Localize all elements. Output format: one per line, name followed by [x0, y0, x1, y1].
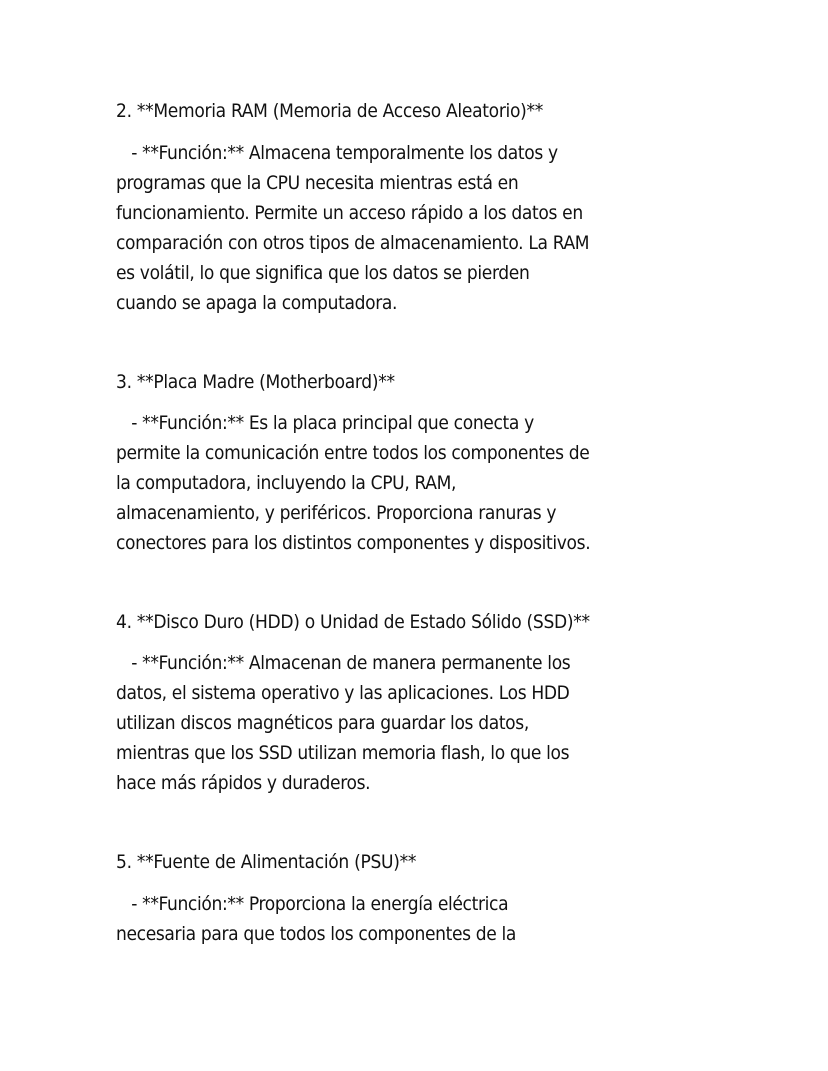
- section-body-line: - **Función:** Proporciona la energía eléctrica: [116, 893, 509, 915]
- section-body-line: utilizan discos magnéticos para guardar los datos,: [116, 712, 529, 734]
- section-body-line: datos, el sistema operativo y las aplicaciones. Los HDD: [116, 682, 570, 704]
- section-body-line: cuando se apaga la computadora.: [116, 292, 398, 314]
- section-heading: 2. **Memoria RAM (Memoria de Acceso Aleatorio)**: [116, 100, 544, 122]
- section-body-line: mientras que los SSD utilizan memoria flash, lo que los: [116, 742, 570, 764]
- section-body-line: - **Función:** Almacena temporalmente los datos y: [116, 142, 558, 164]
- section-body-line: almacenamiento, y periféricos. Proporciona ranuras y: [116, 502, 557, 524]
- section-body-line: - **Función:** Almacenan de manera permanente los: [116, 652, 571, 674]
- section-body-line: hace más rápidos y duraderos.: [116, 772, 371, 794]
- section-body-line: es volátil, lo que significa que los datos se pierden: [116, 262, 530, 284]
- section-body-line: comparación con otros tipos de almacenamiento. La RAM: [116, 232, 590, 254]
- section-body-line: conectores para los distintos componentes y dispositivos.: [116, 532, 591, 554]
- section-body-line: permite la comunicación entre todos los componentes de: [116, 442, 590, 464]
- section-body-line: la computadora, incluyendo la CPU, RAM,: [116, 472, 457, 494]
- section-body-line: programas que la CPU necesita mientras está en: [116, 172, 519, 194]
- section-heading: 4. **Disco Duro (HDD) o Unidad de Estado Sólido (SSD)**: [116, 611, 590, 633]
- section-body-line: funcionamiento. Permite un acceso rápido a los datos en: [116, 202, 583, 224]
- section-heading: 3. **Placa Madre (Motherboard)**: [116, 371, 395, 393]
- section-heading: 5. **Fuente de Alimentación (PSU)**: [116, 851, 417, 873]
- section-body-line: - **Función:** Es la placa principal que conecta y: [116, 412, 534, 434]
- section-body-line: necesaria para que todos los componentes de la: [116, 923, 517, 945]
